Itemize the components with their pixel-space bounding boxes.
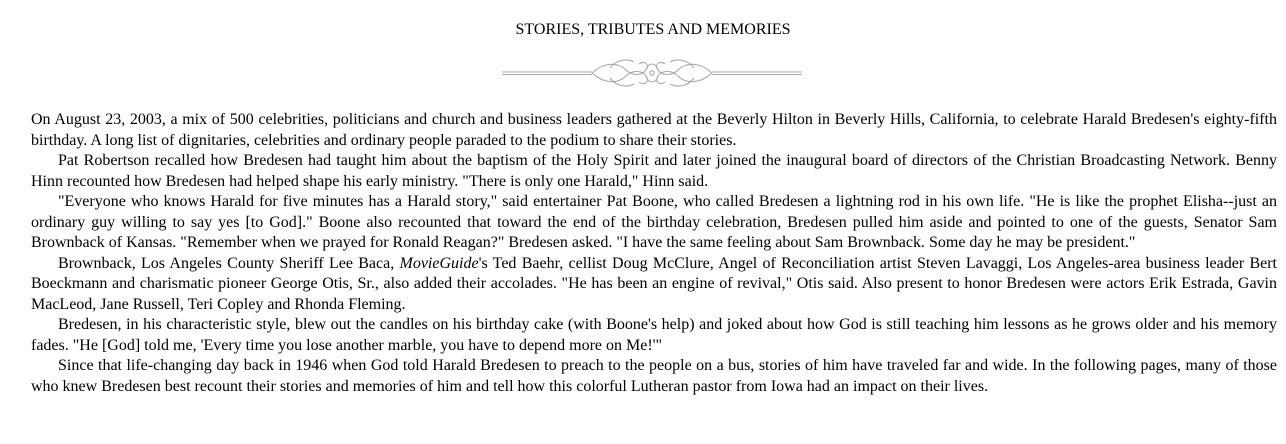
paragraph-brownback [31,254,1277,316]
article-body [31,110,1277,397]
paragraph-brownback-rest: 's Ted Baehr, cellist Doug McClure, Angel of Reconciliation artist Steven Lavaggi, Los Angeles-area business leader Bert Boeckmann and charismatic pioneer George Otis, Sr., also added their accolades. "He has been an engine of revival," Otis said. Also present to honor Bredesen were actors Erik Estrada, Gavin MacLeod, Jane Russell, Teri Copley and Rhonda Fleming. [31,254,1278,313]
paragraph-intro: On August 23, 2003, a mix of 500 celebrities, politicians and church and business leaders gathered at the Beverly Hilton in Beverly Hills, California, to celebrate Harald Bredesen's eighty-fifth birthday. A long list of dignitaries, celebrities and ordinary people paraded to the podium to share their stories. [31,111,1277,149]
paragraph-closing: Since that life-changing day back in 1946 when God told Harald Bredesen to preach to the people on a bus, stories of him have traveled far and wide. In the following pages, many of those who knew Bredesen best recount their stories and memories of him and tell how this colorful Lutheran pastor from Iowa had an impact on their lives. [31,357,1277,395]
flourish-divider-icon [500,56,804,90]
movieguide-title: MovieGuide [399,254,479,272]
paragraph-birthday-cake: Bredesen, in his characteristic style, blew out the candles on his birthday cake (with Boone's help) and joked about how God is still teaching him lessons as he grows older and his memory fades. "He [God] told me, 'Every time you lose another marble, you have to depend more on Me!'" [31,316,1277,354]
paragraph-boone: "Everyone who knows Harald for five minutes has a Harald story," said entertainer Pat Boone, who called Bredesen a lightning rod in his own life. "He is like the prophet Elisha--just an ordinary guy willing to say yes [to God]." Boone also recounted that toward the end of the birthday celebration, Bredesen pulled him aside and pointed to one of the guests, Senator Sam Brownback of Kansas. "Remember when we prayed for Ronald Reagan?" Bredesen asked. "I have the same feeling about Sam Brownback. Some day he may be president." [31,193,1277,251]
page-title: STORIES, TRIBUTES AND MEMORIES [515,21,791,38]
paragraph-brownback-lead: Brownback, Los Angeles County Sheriff Lee Baca, [58,254,400,272]
paragraph-robertson: Pat Robertson recalled how Bredesen had taught him about the baptism of the Holy Spirit and later joined the inaugural board of directors of the Christian Broadcasting Network. Benny Hinn recounted how Bredesen had helped shape his early ministry. "There is only one Harald," Hinn said. [31,152,1277,190]
